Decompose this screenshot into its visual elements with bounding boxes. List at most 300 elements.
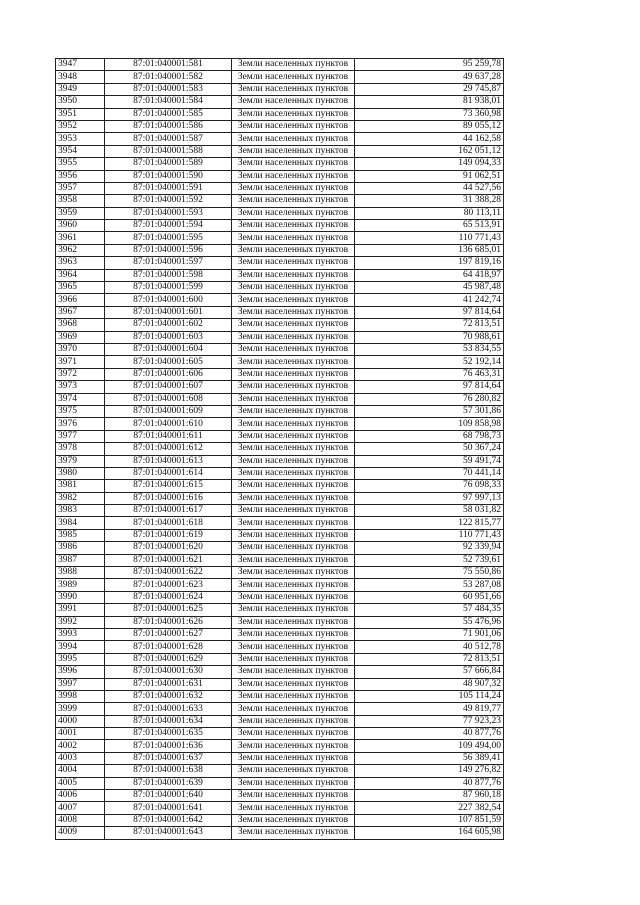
land-category-cell: Земли населенных пунктов [232, 728, 355, 740]
table-row [56, 405, 504, 417]
cadastral-value-cell: 64 418,97 [355, 269, 504, 281]
table-row [56, 368, 504, 380]
table-row [56, 269, 504, 281]
cadastral-value-cell: 107 851,59 [355, 814, 504, 826]
cadastral-number-cell: 87:01:040001:630 [105, 666, 232, 678]
row-number-cell: 3991 [56, 604, 105, 616]
cadastral-number-cell: 87:01:040001:595 [105, 232, 232, 244]
row-number-cell: 4000 [56, 715, 105, 727]
cadastral-number-cell: 87:01:040001:615 [105, 480, 232, 492]
table-row [56, 517, 504, 529]
land-category-cell: Земли населенных пунктов [232, 790, 355, 802]
row-number-cell: 3962 [56, 244, 105, 256]
cadastral-number-cell: 87:01:040001:609 [105, 405, 232, 417]
table-row [56, 96, 504, 108]
cadastral-value-cell: 81 938,01 [355, 96, 504, 108]
table-row [56, 145, 504, 157]
cadastral-number-cell: 87:01:040001:586 [105, 120, 232, 132]
cadastral-value-cell: 75 550,86 [355, 567, 504, 579]
cadastral-number-cell: 87:01:040001:607 [105, 381, 232, 393]
table-row [56, 120, 504, 132]
row-number-cell: 3988 [56, 567, 105, 579]
row-number-cell: 3951 [56, 108, 105, 120]
row-number-cell: 3984 [56, 517, 105, 529]
land-category-cell: Земли населенных пунктов [232, 220, 355, 232]
table-row [56, 133, 504, 145]
cadastral-value-cell: 40 877,76 [355, 728, 504, 740]
cadastral-value-cell: 44 162,58 [355, 133, 504, 145]
cadastral-number-cell: 87:01:040001:621 [105, 554, 232, 566]
table-row [56, 220, 504, 232]
table-body [56, 59, 504, 840]
row-number-cell: 3975 [56, 405, 105, 417]
cadastral-number-cell: 87:01:040001:623 [105, 579, 232, 591]
land-category-cell: Земли населенных пунктов [232, 628, 355, 640]
table-row [56, 641, 504, 653]
table-row [56, 195, 504, 207]
cadastral-value-cell: 89 055,12 [355, 120, 504, 132]
row-number-cell: 4001 [56, 728, 105, 740]
row-number-cell: 3949 [56, 83, 105, 95]
land-category-cell: Земли населенных пунктов [232, 827, 355, 839]
row-number-cell: 4009 [56, 827, 105, 839]
row-number-cell: 3985 [56, 529, 105, 541]
land-category-cell: Земли населенных пунктов [232, 505, 355, 517]
cadastral-number-cell: 87:01:040001:620 [105, 542, 232, 554]
row-number-cell: 3999 [56, 703, 105, 715]
table-row [56, 306, 504, 318]
row-number-cell: 3965 [56, 282, 105, 294]
row-number-cell: 3993 [56, 628, 105, 640]
cadastral-number-cell: 87:01:040001:601 [105, 306, 232, 318]
table-row [56, 740, 504, 752]
cadastral-value-cell: 57 666,84 [355, 666, 504, 678]
land-category-cell: Земли населенных пунктов [232, 405, 355, 417]
land-category-cell: Земли населенных пунктов [232, 83, 355, 95]
table-row [56, 356, 504, 368]
table-row [56, 319, 504, 331]
row-number-cell: 3973 [56, 381, 105, 393]
table-row [56, 244, 504, 256]
cadastral-number-cell: 87:01:040001:587 [105, 133, 232, 145]
cadastral-number-cell: 87:01:040001:629 [105, 653, 232, 665]
table-row [56, 182, 504, 194]
land-category-cell: Земли населенных пунктов [232, 207, 355, 219]
cadastral-number-cell: 87:01:040001:631 [105, 678, 232, 690]
cadastral-value-cell: 97 814,64 [355, 381, 504, 393]
land-category-cell: Земли населенных пунктов [232, 195, 355, 207]
table-row [56, 282, 504, 294]
cadastral-value-cell: 40 512,78 [355, 641, 504, 653]
land-category-cell: Земли населенных пунктов [232, 443, 355, 455]
land-category-cell: Земли населенных пунктов [232, 703, 355, 715]
cadastral-value-cell: 71 901,06 [355, 628, 504, 640]
land-category-cell: Земли населенных пунктов [232, 740, 355, 752]
cadastral-value-cell: 73 360,98 [355, 108, 504, 120]
row-number-cell: 4003 [56, 752, 105, 764]
row-number-cell: 3954 [56, 145, 105, 157]
row-number-cell: 3997 [56, 678, 105, 690]
table-row [56, 703, 504, 715]
land-category-cell: Земли населенных пунктов [232, 244, 355, 256]
land-category-cell: Земли населенных пунктов [232, 765, 355, 777]
cadastral-value-cell: 164 605,98 [355, 827, 504, 839]
row-number-cell: 4005 [56, 777, 105, 789]
row-number-cell: 4004 [56, 765, 105, 777]
cadastral-number-cell: 87:01:040001:635 [105, 728, 232, 740]
row-number-cell: 3967 [56, 306, 105, 318]
cadastral-value-cell: 97 997,13 [355, 492, 504, 504]
cadastral-number-cell: 87:01:040001:604 [105, 343, 232, 355]
land-category-cell: Земли населенных пунктов [232, 604, 355, 616]
cadastral-number-cell: 87:01:040001:636 [105, 740, 232, 752]
table-row [56, 604, 504, 616]
row-number-cell: 3987 [56, 554, 105, 566]
cadastral-number-cell: 87:01:040001:638 [105, 765, 232, 777]
row-number-cell: 4007 [56, 802, 105, 814]
row-number-cell: 3995 [56, 653, 105, 665]
cadastral-number-cell: 87:01:040001:590 [105, 170, 232, 182]
cadastral-value-cell: 49 637,28 [355, 71, 504, 83]
table-row [56, 455, 504, 467]
cadastral-value-cell: 65 513,91 [355, 220, 504, 232]
table-row [56, 59, 504, 71]
cadastral-number-cell: 87:01:040001:598 [105, 269, 232, 281]
cadastral-value-cell: 57 484,35 [355, 604, 504, 616]
row-number-cell: 3955 [56, 158, 105, 170]
row-number-cell: 3952 [56, 120, 105, 132]
row-number-cell: 3968 [56, 319, 105, 331]
land-category-cell: Земли населенных пунктов [232, 480, 355, 492]
cadastral-value-cell: 52 739,61 [355, 554, 504, 566]
cadastral-value-cell: 41 242,74 [355, 294, 504, 306]
cadastral-value-cell: 70 441,14 [355, 467, 504, 479]
table-row [56, 467, 504, 479]
cadastral-value-cell: 44 527,56 [355, 182, 504, 194]
cadastral-value-cell: 59 491,74 [355, 455, 504, 467]
row-number-cell: 3996 [56, 666, 105, 678]
cadastral-number-cell: 87:01:040001:581 [105, 59, 232, 71]
cadastral-number-cell: 87:01:040001:626 [105, 616, 232, 628]
cadastral-value-cell: 53 834,55 [355, 343, 504, 355]
land-category-cell: Земли населенных пунктов [232, 814, 355, 826]
land-category-cell: Земли населенных пунктов [232, 802, 355, 814]
cadastral-value-cell: 77 923,23 [355, 715, 504, 727]
cadastral-number-cell: 87:01:040001:608 [105, 393, 232, 405]
cadastral-value-cell: 227 382,54 [355, 802, 504, 814]
table-row [56, 480, 504, 492]
cadastral-number-cell: 87:01:040001:628 [105, 641, 232, 653]
land-category-cell: Земли населенных пунктов [232, 133, 355, 145]
cadastral-number-cell: 87:01:040001:633 [105, 703, 232, 715]
row-number-cell: 3953 [56, 133, 105, 145]
cadastral-number-cell: 87:01:040001:600 [105, 294, 232, 306]
cadastral-value-cell: 45 987,48 [355, 282, 504, 294]
land-category-cell: Земли населенных пунктов [232, 777, 355, 789]
row-number-cell: 3971 [56, 356, 105, 368]
cadastral-value-cell: 50 367,24 [355, 443, 504, 455]
cadastral-value-cell: 105 114,24 [355, 690, 504, 702]
land-category-cell: Земли населенных пунктов [232, 579, 355, 591]
cadastral-number-cell: 87:01:040001:606 [105, 368, 232, 380]
land-category-cell: Земли населенных пунктов [232, 120, 355, 132]
table-row [56, 542, 504, 554]
cadastral-value-cell: 29 745,87 [355, 83, 504, 95]
land-category-cell: Земли населенных пунктов [232, 641, 355, 653]
land-category-cell: Земли населенных пунктов [232, 59, 355, 71]
cadastral-value-cell: 72 813,51 [355, 319, 504, 331]
land-category-cell: Земли населенных пунктов [232, 529, 355, 541]
land-category-cell: Земли населенных пунктов [232, 381, 355, 393]
cadastral-number-cell: 87:01:040001:639 [105, 777, 232, 789]
cadastral-number-cell: 87:01:040001:588 [105, 145, 232, 157]
cadastral-value-cell: 72 813,51 [355, 653, 504, 665]
row-number-cell: 3970 [56, 343, 105, 355]
cadastral-value-cell: 162 051,12 [355, 145, 504, 157]
row-number-cell: 3972 [56, 368, 105, 380]
land-category-cell: Земли населенных пунктов [232, 282, 355, 294]
land-category-cell: Земли населенных пунктов [232, 145, 355, 157]
table-row [56, 728, 504, 740]
table-row [56, 158, 504, 170]
land-category-cell: Земли населенных пунктов [232, 666, 355, 678]
land-category-cell: Земли населенных пунктов [232, 678, 355, 690]
cadastral-value-cell: 97 814,64 [355, 306, 504, 318]
cadastral-number-cell: 87:01:040001:619 [105, 529, 232, 541]
table-row [56, 790, 504, 802]
cadastral-value-cell: 49 819,77 [355, 703, 504, 715]
cadastral-value-cell: 122 815,77 [355, 517, 504, 529]
table-row [56, 505, 504, 517]
cadastral-value-cell: 110 771,43 [355, 529, 504, 541]
cadastral-value-cell: 70 988,61 [355, 331, 504, 343]
row-number-cell: 4008 [56, 814, 105, 826]
cadastral-value-cell: 52 192,14 [355, 356, 504, 368]
cadastral-number-cell: 87:01:040001:594 [105, 220, 232, 232]
row-number-cell: 3947 [56, 59, 105, 71]
cadastral-value-cell: 40 877,76 [355, 777, 504, 789]
land-category-cell: Земли населенных пунктов [232, 752, 355, 764]
table-row [56, 257, 504, 269]
land-category-cell: Земли населенных пунктов [232, 430, 355, 442]
table-row [56, 108, 504, 120]
cadastral-value-cell: 76 280,82 [355, 393, 504, 405]
land-category-cell: Земли населенных пунктов [232, 71, 355, 83]
row-number-cell: 4002 [56, 740, 105, 752]
cadastral-number-cell: 87:01:040001:591 [105, 182, 232, 194]
cadastral-number-cell: 87:01:040001:602 [105, 319, 232, 331]
land-category-cell: Земли населенных пунктов [232, 356, 355, 368]
row-number-cell: 3974 [56, 393, 105, 405]
land-category-cell: Земли населенных пунктов [232, 368, 355, 380]
row-number-cell: 3950 [56, 96, 105, 108]
cadastral-value-cell: 57 301,86 [355, 405, 504, 417]
cadastral-value-cell: 149 094,33 [355, 158, 504, 170]
row-number-cell: 3961 [56, 232, 105, 244]
row-number-cell: 3990 [56, 591, 105, 603]
land-category-cell: Земли населенных пунктов [232, 331, 355, 343]
cadastral-value-cell: 76 463,31 [355, 368, 504, 380]
cadastral-value-cell: 53 287,08 [355, 579, 504, 591]
table-row [56, 554, 504, 566]
table-row [56, 827, 504, 839]
table-row [56, 418, 504, 430]
cadastral-number-cell: 87:01:040001:589 [105, 158, 232, 170]
land-category-cell: Земли населенных пунктов [232, 455, 355, 467]
cadastral-number-cell: 87:01:040001:637 [105, 752, 232, 764]
row-number-cell: 3959 [56, 207, 105, 219]
row-number-cell: 3964 [56, 269, 105, 281]
land-category-cell: Земли населенных пунктов [232, 418, 355, 430]
table-row [56, 381, 504, 393]
land-category-cell: Земли населенных пунктов [232, 690, 355, 702]
cadastral-value-cell: 91 062,51 [355, 170, 504, 182]
row-number-cell: 3956 [56, 170, 105, 182]
land-category-cell: Земли населенных пунктов [232, 554, 355, 566]
cadastral-value-cell: 76 098,33 [355, 480, 504, 492]
land-category-cell: Земли населенных пунктов [232, 170, 355, 182]
cadastral-number-cell: 87:01:040001:605 [105, 356, 232, 368]
cadastral-value-cell: 56 389,41 [355, 752, 504, 764]
cadastral-number-cell: 87:01:040001:612 [105, 443, 232, 455]
table-row [56, 343, 504, 355]
cadastral-number-cell: 87:01:040001:592 [105, 195, 232, 207]
cadastral-number-cell: 87:01:040001:624 [105, 591, 232, 603]
table-row [56, 752, 504, 764]
cadastral-number-cell: 87:01:040001:610 [105, 418, 232, 430]
cadastral-value-cell: 48 907,32 [355, 678, 504, 690]
table-row [56, 653, 504, 665]
land-category-cell: Земли населенных пунктов [232, 567, 355, 579]
row-number-cell: 3992 [56, 616, 105, 628]
land-category-cell: Земли населенных пунктов [232, 492, 355, 504]
row-number-cell: 3998 [56, 690, 105, 702]
table-row [56, 628, 504, 640]
land-category-cell: Земли населенных пунктов [232, 232, 355, 244]
land-category-cell: Земли населенных пунктов [232, 158, 355, 170]
cadastral-number-cell: 87:01:040001:616 [105, 492, 232, 504]
table-row [56, 616, 504, 628]
land-category-cell: Земли населенных пунктов [232, 294, 355, 306]
table-row [56, 492, 504, 504]
table-row [56, 529, 504, 541]
row-number-cell: 3976 [56, 418, 105, 430]
row-number-cell: 3980 [56, 467, 105, 479]
table-row [56, 207, 504, 219]
cadastral-value-cell: 55 476,96 [355, 616, 504, 628]
row-number-cell: 3966 [56, 294, 105, 306]
cadastral-value-cell: 31 388,28 [355, 195, 504, 207]
cadastral-value-cell: 87 960,18 [355, 790, 504, 802]
table-row [56, 690, 504, 702]
table-row [56, 83, 504, 95]
land-category-cell: Земли населенных пунктов [232, 393, 355, 405]
cadastral-number-cell: 87:01:040001:585 [105, 108, 232, 120]
land-category-cell: Земли населенных пунктов [232, 257, 355, 269]
table-row [56, 393, 504, 405]
row-number-cell: 3982 [56, 492, 105, 504]
row-number-cell: 3969 [56, 331, 105, 343]
table-row [56, 567, 504, 579]
cadastral-number-cell: 87:01:040001:640 [105, 790, 232, 802]
table-row [56, 331, 504, 343]
cadastral-number-cell: 87:01:040001:643 [105, 827, 232, 839]
table-row [56, 71, 504, 83]
land-category-cell: Земли населенных пунктов [232, 343, 355, 355]
row-number-cell: 3994 [56, 641, 105, 653]
table-row [56, 814, 504, 826]
cadastral-number-cell: 87:01:040001:622 [105, 567, 232, 579]
table-row [56, 802, 504, 814]
cadastral-number-cell: 87:01:040001:596 [105, 244, 232, 256]
cadastral-number-cell: 87:01:040001:597 [105, 257, 232, 269]
table-row [56, 715, 504, 727]
cadastral-number-cell: 87:01:040001:582 [105, 71, 232, 83]
cadastral-value-cell: 80 113,11 [355, 207, 504, 219]
row-number-cell: 3960 [56, 220, 105, 232]
table-row [56, 170, 504, 182]
row-number-cell: 3981 [56, 480, 105, 492]
table-row [56, 579, 504, 591]
cadastral-number-cell: 87:01:040001:584 [105, 96, 232, 108]
cadastral-number-cell: 87:01:040001:632 [105, 690, 232, 702]
row-number-cell: 3948 [56, 71, 105, 83]
table-row [56, 443, 504, 455]
row-number-cell: 3986 [56, 542, 105, 554]
row-number-cell: 3978 [56, 443, 105, 455]
row-number-cell: 3983 [56, 505, 105, 517]
land-category-cell: Земли населенных пунктов [232, 108, 355, 120]
land-category-cell: Земли населенных пунктов [232, 653, 355, 665]
cadastral-number-cell: 87:01:040001:627 [105, 628, 232, 640]
cadastral-value-cell: 109 858,98 [355, 418, 504, 430]
row-number-cell: 4006 [56, 790, 105, 802]
table-row [56, 765, 504, 777]
land-category-cell: Земли населенных пунктов [232, 269, 355, 281]
land-value-table [55, 58, 504, 840]
cadastral-value-cell: 92 339,94 [355, 542, 504, 554]
table-row [56, 678, 504, 690]
row-number-cell: 3989 [56, 579, 105, 591]
row-number-cell: 3957 [56, 182, 105, 194]
land-category-cell: Земли населенных пунктов [232, 591, 355, 603]
cadastral-number-cell: 87:01:040001:583 [105, 83, 232, 95]
cadastral-value-cell: 149 276,82 [355, 765, 504, 777]
table-row [56, 666, 504, 678]
table-row [56, 294, 504, 306]
cadastral-value-cell: 60 951,66 [355, 591, 504, 603]
land-category-cell: Земли населенных пунктов [232, 542, 355, 554]
land-category-cell: Земли населенных пунктов [232, 715, 355, 727]
cadastral-value-cell: 197 819,16 [355, 257, 504, 269]
land-category-cell: Земли населенных пунктов [232, 182, 355, 194]
land-category-cell: Земли населенных пунктов [232, 96, 355, 108]
land-category-cell: Земли населенных пунктов [232, 517, 355, 529]
table-row [56, 430, 504, 442]
row-number-cell: 3979 [56, 455, 105, 467]
cadastral-value-cell: 68 798,73 [355, 430, 504, 442]
cadastral-value-cell: 136 685,01 [355, 244, 504, 256]
cadastral-number-cell: 87:01:040001:593 [105, 207, 232, 219]
row-number-cell: 3977 [56, 430, 105, 442]
cadastral-number-cell: 87:01:040001:599 [105, 282, 232, 294]
cadastral-value-cell: 110 771,43 [355, 232, 504, 244]
land-category-cell: Земли населенных пунктов [232, 319, 355, 331]
cadastral-value-cell: 109 494,00 [355, 740, 504, 752]
cadastral-number-cell: 87:01:040001:611 [105, 430, 232, 442]
cadastral-number-cell: 87:01:040001:603 [105, 331, 232, 343]
land-category-cell: Земли населенных пунктов [232, 467, 355, 479]
